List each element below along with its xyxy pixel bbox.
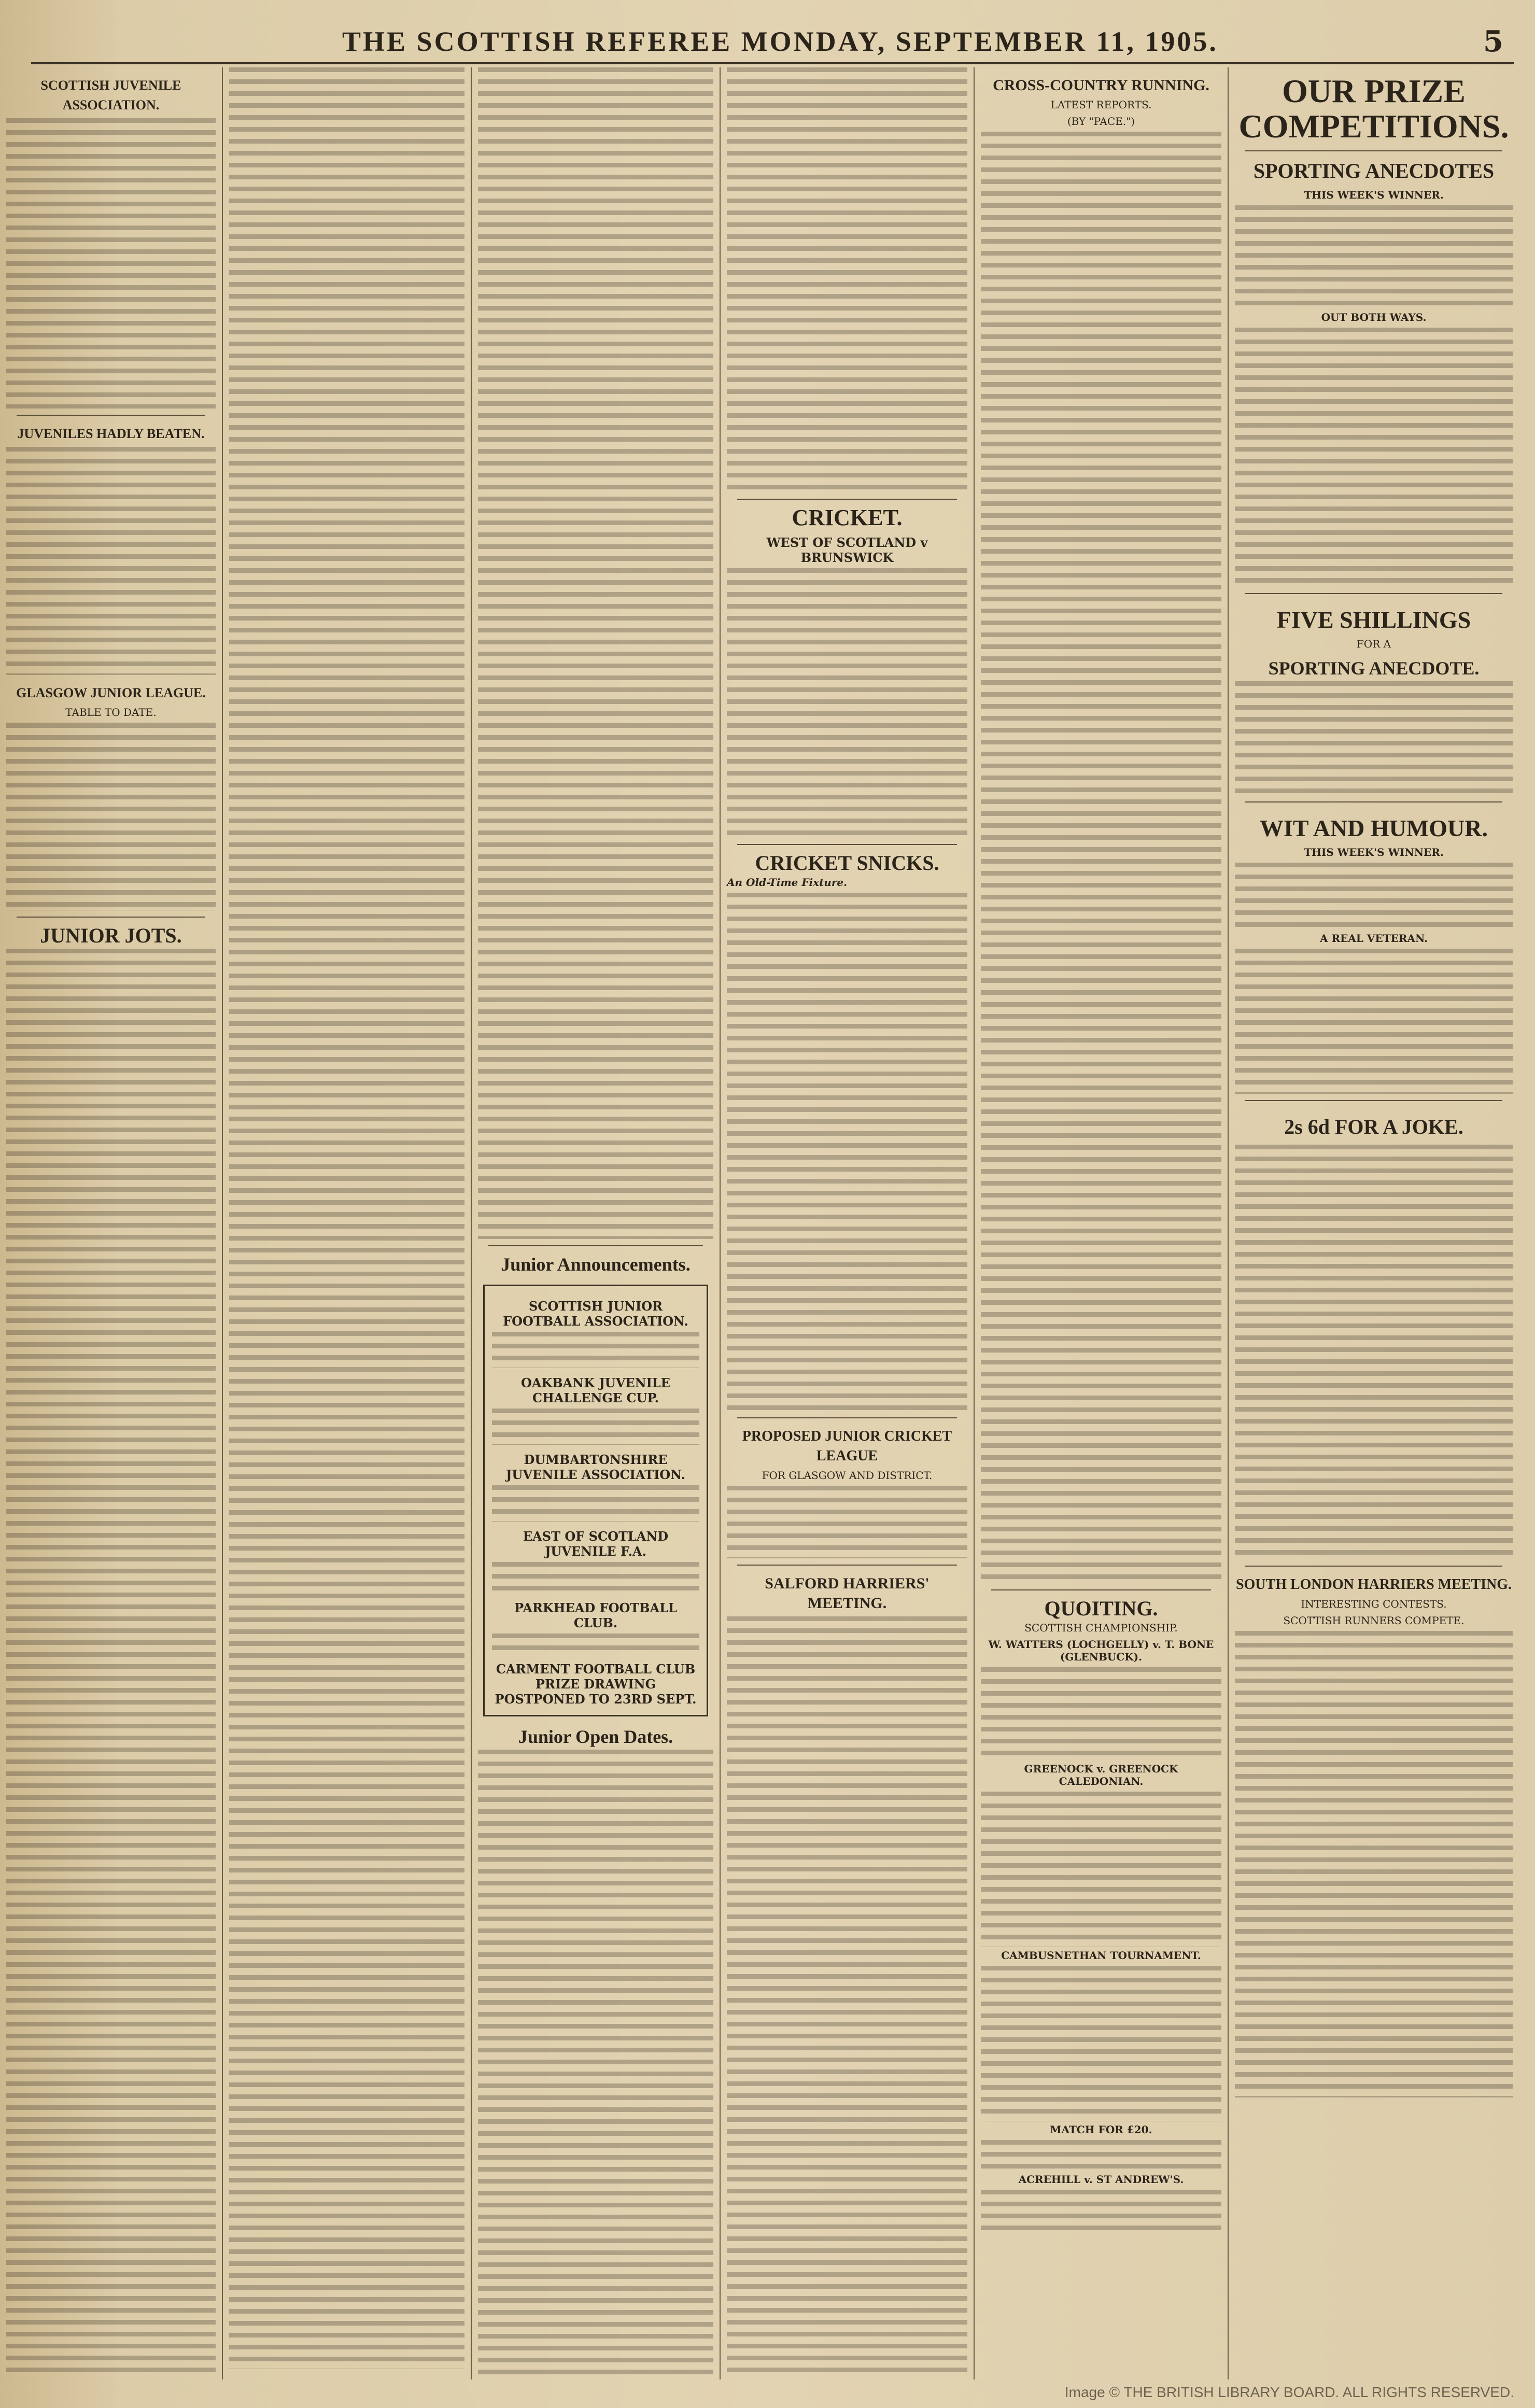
subhead-scottish-championship: SCOTTISH CHAMPIONSHIP. (1024, 1622, 1178, 1634)
subhead-watters-v-bone: W. WATTERS (LOCHGELLY) v. T. BONE (GLENBUCK). (988, 1638, 1214, 1663)
headline-2s-6d-joke: 2s 6d FOR A JOKE. (1284, 1115, 1463, 1138)
divider (737, 1565, 957, 1566)
body-text-block (1235, 863, 1513, 930)
image-credit: Image © THE BRITISH LIBRARY BOARD. ALL RIGHTS RESERVED. (1064, 2384, 1514, 2400)
divider (991, 1589, 1211, 1590)
headline-junior-open-dates: Junior Open Dates. (518, 1726, 673, 1747)
column-2 (223, 67, 472, 2379)
headline-cricket: CRICKET. (792, 505, 903, 530)
subhead-wit-winner: THIS WEEK'S WINNER. (1304, 846, 1444, 858)
subhead-old-time-fixture: An Old-Time Fixture. (727, 876, 848, 889)
subhead-glasgow-district: FOR GLASGOW AND DISTRICT. (762, 1469, 933, 1482)
masthead (31, 21, 1514, 64)
body-text-block (492, 1485, 699, 1522)
divider (737, 1417, 957, 1418)
body-text-block (981, 2190, 1221, 2231)
body-text-block (1235, 949, 1513, 1094)
body-text-block (492, 1634, 699, 1654)
subhead-interesting-contests: INTERESTING CONTESTS. (1301, 1598, 1447, 1610)
subhead-latest-reports: LATEST REPORTS. (1050, 98, 1152, 111)
column-3 (472, 67, 721, 2379)
subhead-cambusnethan: CAMBUSNETHAN TOURNAMENT. (1001, 1949, 1201, 1962)
body-text-block (492, 1409, 699, 1445)
headline-prize-competitions: OUR PRIZE COMPETITIONS. (1238, 73, 1509, 145)
announcement-oakbank: OAKBANK JUVENILE CHALLENGE CUP. (521, 1375, 670, 1405)
announcement-carment: CARMENT FOOTBALL CLUB PRIZE DRAWING POSTPONED TO 23RD SEPT. (495, 1661, 697, 1707)
body-text-block (727, 67, 967, 492)
divider (737, 499, 957, 500)
divider (17, 415, 205, 416)
body-text-block (6, 447, 216, 675)
divider (488, 1245, 703, 1246)
column-1 (0, 67, 223, 2379)
headline-west-v-brunswick: WEST OF SCOTLAND v BRUNSWICK (766, 535, 928, 565)
headline-quoiting: QUOITING. (1044, 1597, 1158, 1620)
subhead-greenock: GREENOCK v. GREENOCK CALEDONIAN. (1024, 1763, 1178, 1787)
announcement-parkhead: PARKHEAD FOOTBALL CLUB. (514, 1600, 677, 1630)
headline-juveniles-beaten: JUVENILES HADLY BEATEN. (17, 426, 205, 441)
announcement-east-of-scotland: EAST OF SCOTLAND JUVENILE F.A. (523, 1529, 669, 1559)
column-4 (721, 67, 975, 2379)
divider (1245, 593, 1502, 594)
headline-glasgow-junior-league: GLASGOW JUNIOR LEAGUE. (16, 685, 206, 700)
body-text-block (478, 1750, 713, 2379)
headline-cricket-snicks: CRICKET SNICKS. (755, 851, 939, 875)
headline-salford-harriers: SALFORD HARRIERS' MEETING. (765, 1575, 930, 1612)
headline-cross-country: CROSS-COUNTRY RUNNING. (993, 77, 1209, 94)
body-text-block (981, 1667, 1221, 1761)
body-text-block (492, 1562, 699, 1593)
subhead-acrehill: ACREHILL v. ST ANDREW'S. (1018, 2173, 1184, 2186)
subhead-scottish-runners: SCOTTISH RUNNERS COMPETE. (1283, 1614, 1464, 1627)
table-caption: TABLE TO DATE. (65, 706, 157, 719)
body-text-block (981, 2140, 1221, 2171)
body-text-block (492, 1332, 699, 1368)
divider (737, 844, 957, 845)
column-6 (1229, 67, 1519, 2379)
subhead-match-for-20: MATCH FOR £20. (1050, 2123, 1152, 2136)
subhead-real-veteran: A REAL VETERAN. (1320, 932, 1428, 945)
body-text-block (727, 1486, 967, 1558)
body-text-block (1235, 1631, 1513, 2097)
body-text-block (727, 1616, 967, 2379)
scorecard (727, 568, 967, 838)
divider (1245, 801, 1502, 802)
page-number: 5 (1483, 24, 1503, 59)
body-text-block (1235, 1145, 1513, 1559)
body-text-block (6, 949, 216, 2379)
headline-junior-jots: JUNIOR JOTS. (40, 924, 182, 947)
newspaper-title: THE SCOTTISH REFEREE MONDAY, SEPTEMBER 11, 1905. (342, 26, 1218, 57)
body-text-block (981, 1792, 1221, 1947)
announcement-dumbartonshire: DUMBARTONSHIRE JUVENILE ASSOCIATION. (506, 1452, 685, 1482)
headline-sporting-anecdote: SPORTING ANECDOTE. (1268, 658, 1480, 679)
body-text-block (981, 132, 1221, 1583)
headline-junior-cricket-league: PROPOSED JUNIOR CRICKET LEAGUE (742, 1428, 952, 1464)
body-text-block (981, 1966, 1221, 2121)
body-text-block (6, 118, 216, 409)
divider (17, 917, 205, 918)
headline-juvenile-association: SCOTTISH JUVENILE ASSOCIATION. (40, 78, 181, 112)
announcement-sjfa: SCOTTISH JUNIOR FOOTBALL ASSOCIATION. (503, 1299, 688, 1329)
divider (1245, 150, 1502, 151)
headline-wit-and-humour: WIT AND HUMOUR. (1259, 815, 1488, 841)
announcement-box (483, 1285, 708, 1716)
league-table (6, 723, 216, 910)
subhead-out-both-ways: OUT BOTH WAYS. (1321, 311, 1427, 323)
subhead-for-a: FOR A (1356, 638, 1391, 650)
body-text-block (727, 893, 967, 1411)
divider (1245, 1100, 1502, 1101)
body-text-block (1235, 205, 1513, 309)
headline-south-london-harriers: SOUTH LONDON HARRIERS MEETING. (1235, 1576, 1512, 1593)
body-text-block (1235, 681, 1513, 795)
body-text-block (1235, 328, 1513, 587)
column-5 (975, 67, 1229, 2379)
byline: (BY "PACE.") (1067, 115, 1135, 128)
body-text-block (229, 67, 464, 2369)
subhead-this-weeks-winner: THIS WEEK'S WINNER. (1304, 189, 1444, 201)
headline-five-shillings: FIVE SHILLINGS (1276, 607, 1471, 633)
headline-sporting-anecdotes: SPORTING ANECDOTES (1253, 159, 1495, 182)
body-text-block (478, 67, 713, 1239)
headline-junior-announcements: Junior Announcements. (501, 1254, 691, 1275)
divider (1245, 1566, 1502, 1567)
